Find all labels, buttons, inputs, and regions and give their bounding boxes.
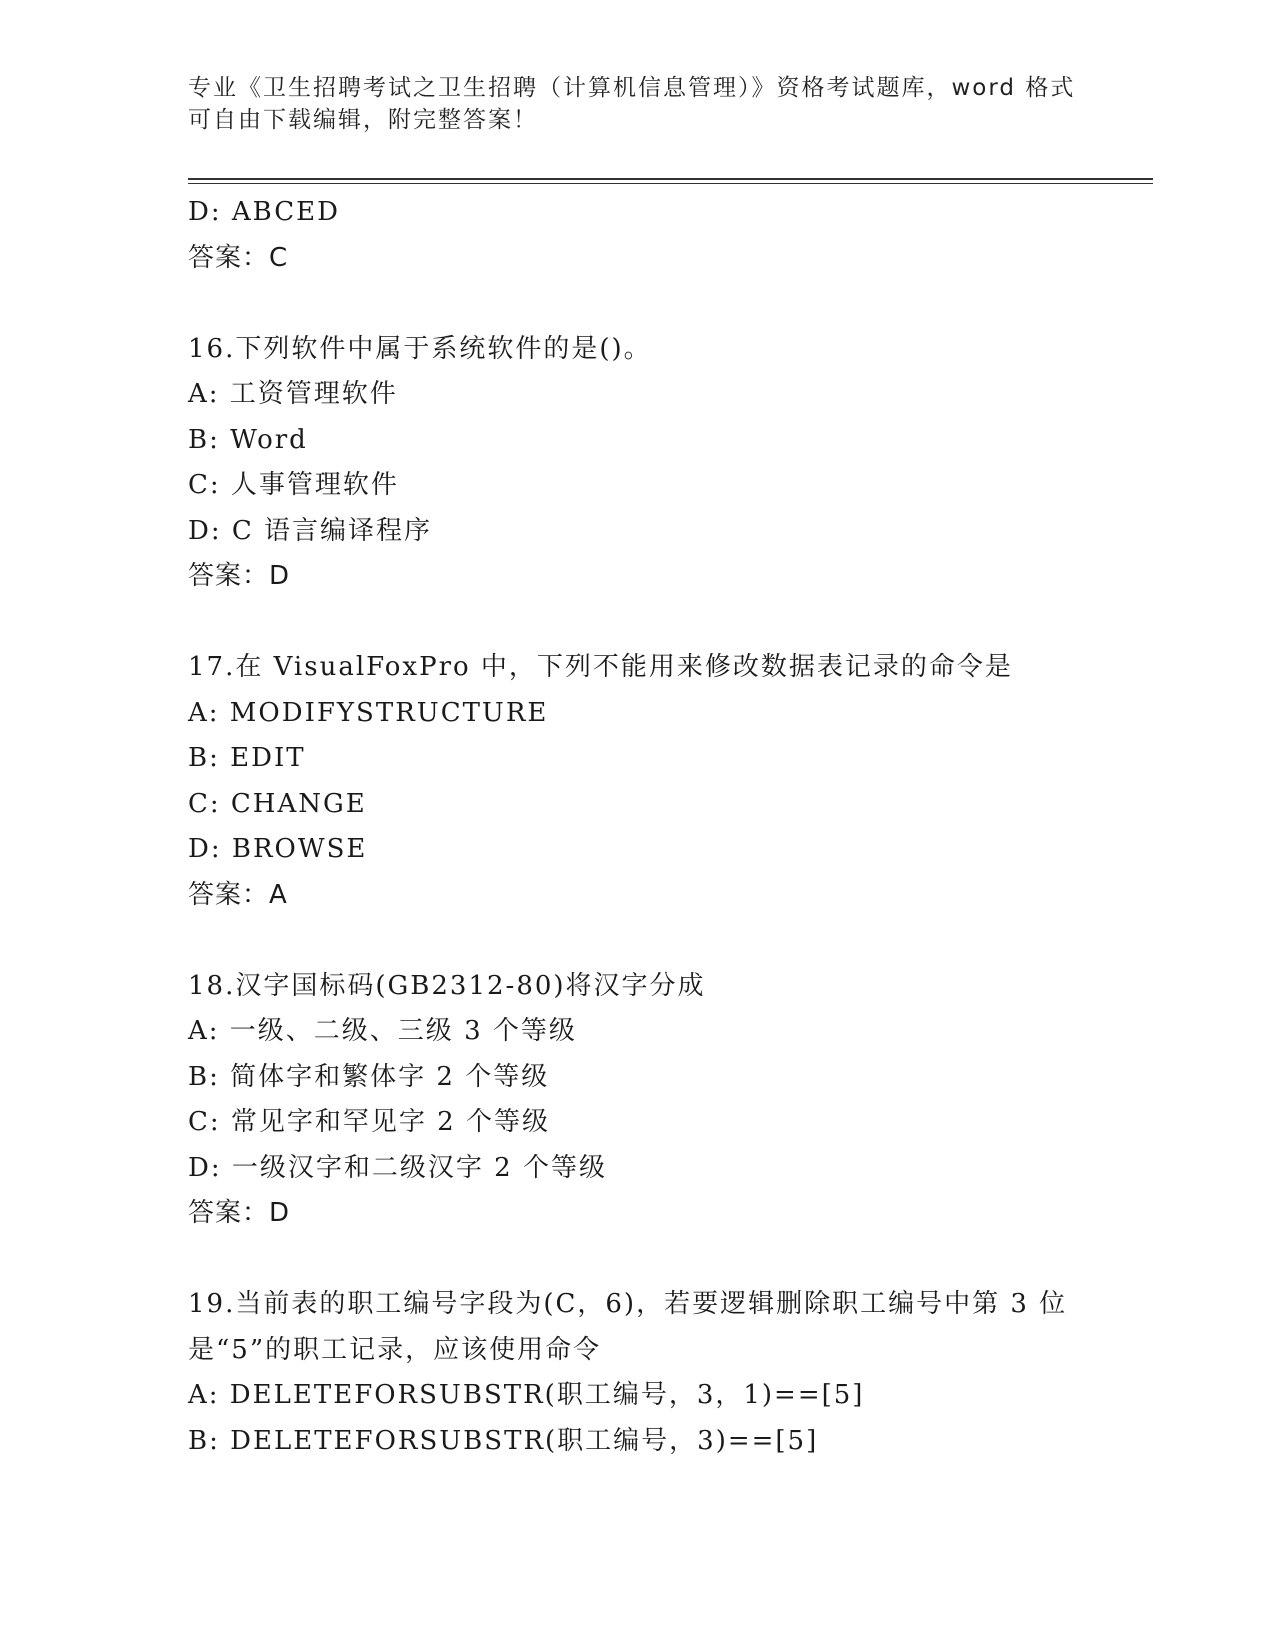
- question-16: [188, 327, 1148, 600]
- option-b: B: EDIT: [188, 743, 306, 773]
- question-text: 16.下列软件中属于系统软件的是()。: [188, 333, 652, 364]
- spacer: [188, 1237, 1148, 1283]
- option-a: A: 一级、二级、三级 3 个等级: [188, 1016, 577, 1046]
- question-text: 18.汉字国标码(GB2312-80)将汉字分成: [188, 970, 706, 1001]
- spacer: [188, 918, 1148, 964]
- spacer: [188, 600, 1148, 646]
- page-header: [188, 72, 1088, 136]
- header-title-line-1: 专业《卫生招聘考试之卫生招聘（计算机信息管理）》资格考试题库，word 格式: [188, 75, 1076, 101]
- question-list: [188, 190, 1148, 1464]
- option-b: B: 简体字和繁体字 2 个等级: [188, 1061, 550, 1092]
- option-c: C: 常见字和罕见字 2 个等级: [188, 1107, 550, 1137]
- answer-line: 答案：D: [188, 561, 291, 591]
- question-text-line-2: 是“5”的职工记录，应该使用命令: [188, 1334, 602, 1365]
- option-c: C: CHANGE: [188, 788, 367, 819]
- option-a: A: DELETEFORSUBSTR(职工编号，3，1)==[5]: [188, 1380, 865, 1410]
- option-b: B: Word: [188, 424, 308, 455]
- spacer: [188, 281, 1148, 327]
- answer-line: 答案：A: [188, 879, 288, 910]
- option-d: D: C 语言编译程序: [188, 515, 433, 546]
- option-d: D: ABCED: [188, 197, 340, 227]
- option-a: A: MODIFYSTRUCTURE: [188, 697, 549, 728]
- option-d: D: BROWSE: [188, 834, 368, 864]
- question-text: 17.在 VisualFoxPro 中，下列不能用来修改数据表记录的命令是: [188, 652, 1013, 682]
- header-title-line-2: 可自由下载编辑，附完整答案！: [188, 107, 538, 133]
- header-divider-thick: [188, 178, 1153, 180]
- question-15-tail: [188, 190, 1148, 281]
- answer-line: 答案：D: [188, 1198, 291, 1228]
- answer-line: 答案：C: [188, 242, 289, 273]
- option-b: B: DELETEFORSUBSTR(职工编号，3)==[5]: [188, 1425, 819, 1456]
- question-17: [188, 645, 1148, 918]
- option-a: A: 工资管理软件: [188, 379, 398, 409]
- question-19: [188, 1282, 1148, 1464]
- option-c: C: 人事管理软件: [188, 470, 399, 500]
- option-d: D: 一级汉字和二级汉字 2 个等级: [188, 1152, 607, 1183]
- question-text-line-1: 19.当前表的职工编号字段为(C，6)，若要逻辑删除职工编号中第 3 位: [188, 1289, 1068, 1319]
- question-18: [188, 964, 1148, 1237]
- header-divider-thin: [188, 183, 1153, 184]
